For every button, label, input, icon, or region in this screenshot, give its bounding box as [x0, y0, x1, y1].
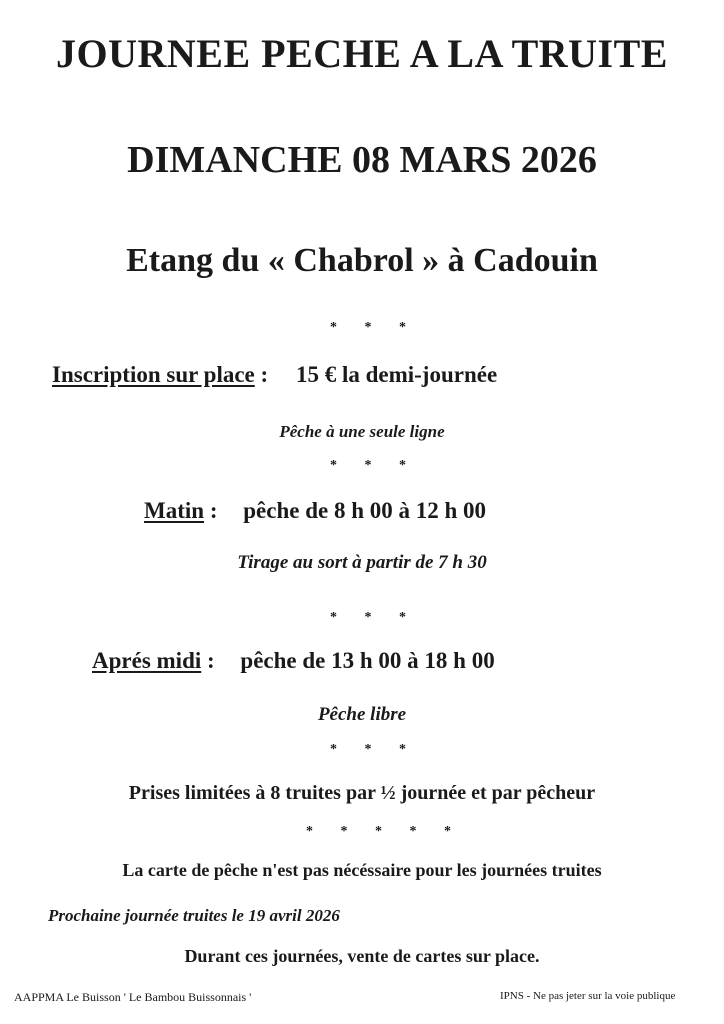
morning-line — [144, 498, 486, 524]
license-note: La carte de pêche n'est pas nécéssaire pour les journées truites — [122, 860, 602, 880]
inscription-colon: : — [260, 362, 269, 387]
separator-stars: * * * — [330, 458, 418, 473]
footer-ipns: IPNS - Ne pas jeter sur la voie publique — [500, 990, 676, 1002]
event-date: DIMANCHE 08 MARS 2026 — [127, 139, 597, 181]
afternoon-hours: pêche de 13 h 00 à 18 h 00 — [240, 648, 495, 673]
separator-stars: * * * * * — [306, 824, 463, 839]
catch-limits: Prises limitées à 8 truites par ½ journée et par pêcheur — [128, 782, 596, 804]
morning-colon: : — [209, 498, 218, 523]
inscription-label: Inscription sur place — [52, 362, 255, 387]
separator-stars: * * * — [330, 320, 418, 335]
next-event: Prochaine journée truites le 19 avril 2026 — [48, 906, 340, 925]
separator-stars: * * * — [330, 742, 418, 757]
afternoon-line — [92, 648, 495, 674]
event-location: Etang du « Chabrol » à Cadouin — [126, 242, 598, 279]
single-line-rule: Pêche à une seule ligne — [279, 422, 445, 441]
inscription-line — [52, 362, 497, 388]
afternoon-colon: : — [207, 648, 215, 673]
draw-time: Tirage au sort à partir de 7 h 30 — [237, 552, 487, 573]
morning-label: Matin — [144, 498, 205, 523]
separator-stars: * * * — [330, 610, 418, 625]
card-sale-note: Durant ces journées, vente de cartes sur place. — [184, 946, 540, 966]
footer-organizer: AAPPMA Le Buisson ' Le Bambou Buissonnais ' — [14, 990, 252, 1004]
afternoon-label: Aprés midi — [92, 648, 202, 673]
poster-title: JOURNEE PECHE A LA TRUITE — [56, 31, 668, 76]
morning-hours: pêche de 8 h 00 à 12 h 00 — [243, 498, 487, 523]
free-fishing: Pêche libre — [317, 704, 407, 725]
inscription-price: 15 € la demi-journée — [295, 362, 498, 387]
